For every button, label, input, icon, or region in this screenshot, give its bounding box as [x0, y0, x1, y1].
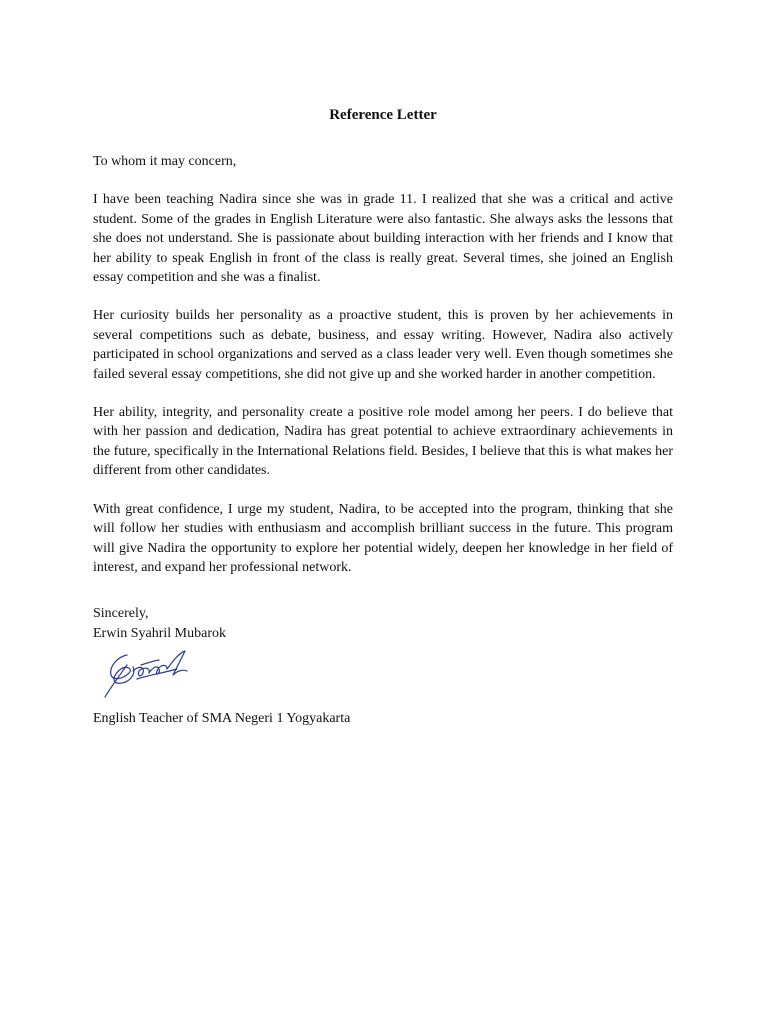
closing-word: Sincerely, [93, 606, 149, 622]
signer-position: English Teacher of SMA Negeri 1 Yogyakarta [93, 711, 351, 727]
closing-block [93, 604, 673, 643]
signature-image [97, 645, 207, 705]
body-paragraph-1: I have been teaching Nadira since she was in grade 11. I realized that she was a critical and active student. Some of the grades in English Literature were also fantastic. She always asks the lessons that she does not understand. She is passionate about building interaction with her friends and I know that her ability to speak English in front of the class is really great. Several times, she joined an English essay competition and she was a finalist. [93, 192, 673, 286]
body-paragraph-3: Her ability, integrity, and personality create a positive role model among her peers. I do believe that with her passion and dedication, Nadira has great potential to achieve extraordinary achievements in the future, specifically in the International Relations field. Besides, I believe that this is what makes her different from other candidates. [93, 405, 673, 479]
body-paragraph-2: Her curiosity builds her personality as a proactive student, this is proven by her achievements in several competitions such as debate, business, and essay writing. However, Nadira also actively participated in school organizations and served as a class leader very well. Even though sometimes she failed several essay competitions, she did not give up and she worked harder in another competition. [93, 308, 673, 382]
letter-page [93, 104, 673, 729]
signer-name: Erwin Syahril Mubarok [93, 625, 226, 641]
salutation: To whom it may concern, [93, 154, 237, 169]
body-paragraph-4: With great confidence, I urge my student, Nadira, to be accepted into the program, thinking that she will follow her studies with enthusiasm and accomplish brilliant success in the future. This program will give Nadira the opportunity to explore her potential widely, deepen her knowledge in her field of interest, and expand her professional network. [93, 501, 673, 575]
letter-title: Reference Letter [329, 107, 437, 123]
